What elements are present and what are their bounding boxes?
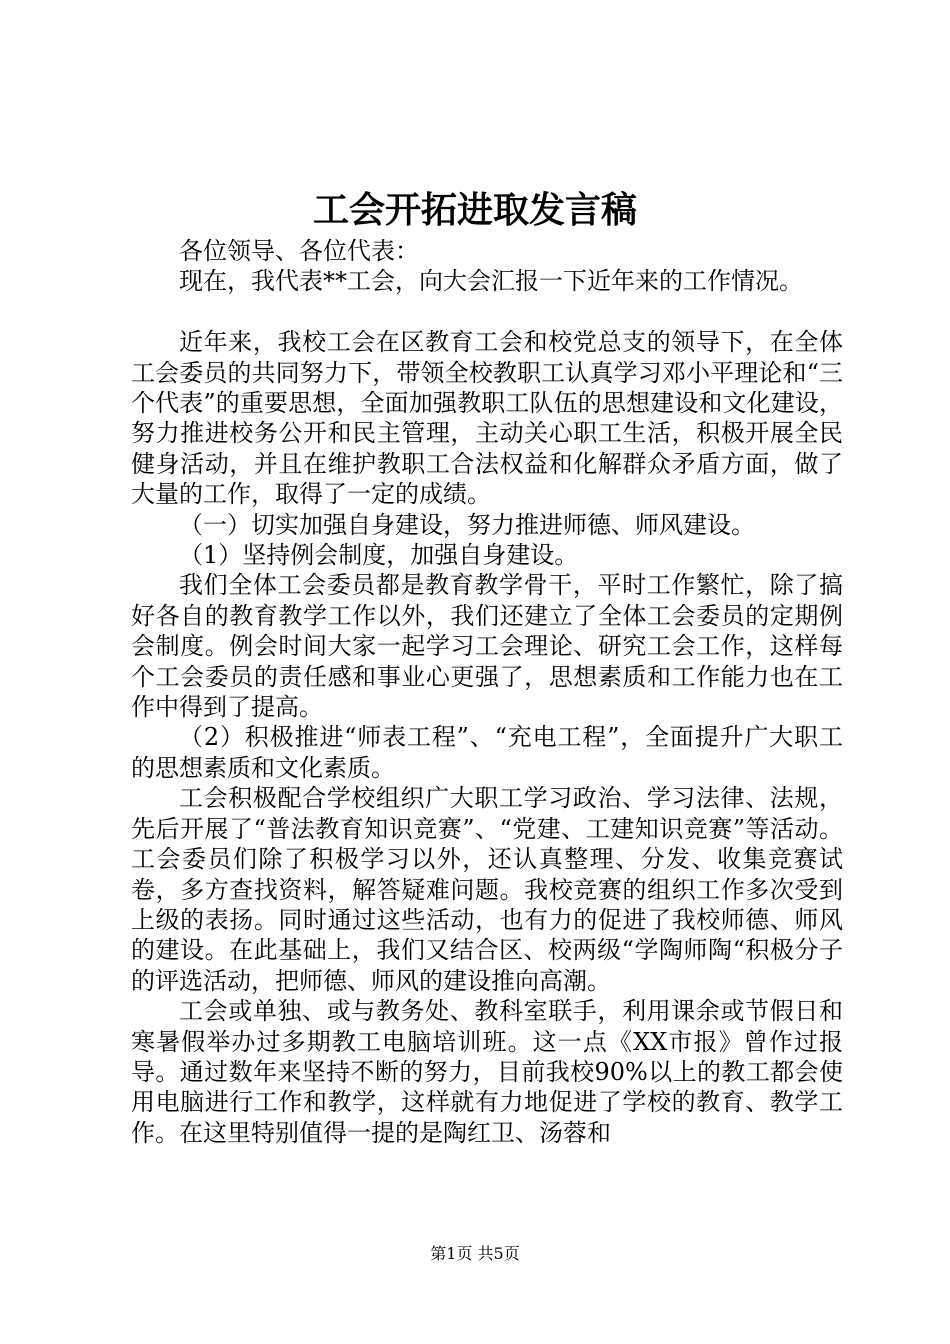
- paragraph-meeting-system: 我们全体工会委员都是教育教学骨干，平时工作繁忙，除了搞好各自的教育教学工作以外，我们还建立了全体工会委员的定期例会制度。例会时间大家一起学习工会理论、研究工会工作，这样每个工会委员的责任感和事业心更强了，思想素质和工作能力也在工作中得到了提高。: [131, 571, 843, 722]
- paragraph-subsection-2: （2）积极推进“师表工程”、“充电工程”，全面提升广大职工的思想素质和文化素质。: [131, 723, 843, 782]
- paragraph-section-1: （一）切实加强自身建设，努力推进师德、师风建设。: [179, 510, 755, 539]
- paragraph-salutation: 各位领导、各位代表：: [179, 237, 419, 265]
- document-title: 工会开拓进取发言稿: [312, 189, 637, 231]
- paragraph-intro: 现在，我代表**工会，向大会汇报一下近年来的工作情况。: [179, 267, 803, 296]
- paragraph-blank: [131, 297, 843, 327]
- paragraph-activities: 工会积极配合学校组织广大职工学习政治、学习法律、法规，先后开展了“普法教育知识竞赛”、“党建、工建知识竞赛”等活动。工会委员们除了积极学习以外，还认真整理、分发、收集竞赛试卷，多方查找资料，解答疑难问题。我校竞赛的组织工作多次受到上级的表扬。同时通过这些活动，也有力的促进了我校师德、师风的建设。在此基础上，我们又结合区、校两级“学陶师陶“积极分子的评选活动，把师德、师风的建设推向高潮。: [131, 784, 843, 995]
- paragraph-subsection-1: （1）坚持例会制度，加强自身建设。: [179, 541, 579, 570]
- document-body: [131, 236, 843, 1148]
- page-footer: 第1页 共5页: [430, 1244, 520, 1263]
- paragraph-computer-training: 工会或单独、或与教务处、教科室联手，利用课余或节假日和寒暑假举办过多期教工电脑培训班。这一点《XX市报》曾作过报导。通过数年来坚持不断的努力，目前我校90%以上的教工都会使用电脑进行工作和教学，这样就有力地促进了学校的教育、教学工作。在这里特别值得一提的是陶红卫、汤蓉和: [131, 997, 843, 1147]
- paragraph-overview: 近年来，我校工会在区教育工会和校党总支的领导下，在全体工会委员的共同努力下，带领全校教职工认真学习邓小平理论和“三个代表”的重要思想，全面加强教职工队伍的思想建设和文化建设，努力推进校务公开和民主管理，主动关心职工生活，积极开展全民健身活动，并且在维护教职工合法权益和化解群众矛盾方面，做了大量的工作，取得了一定的成绩。: [131, 328, 843, 509]
